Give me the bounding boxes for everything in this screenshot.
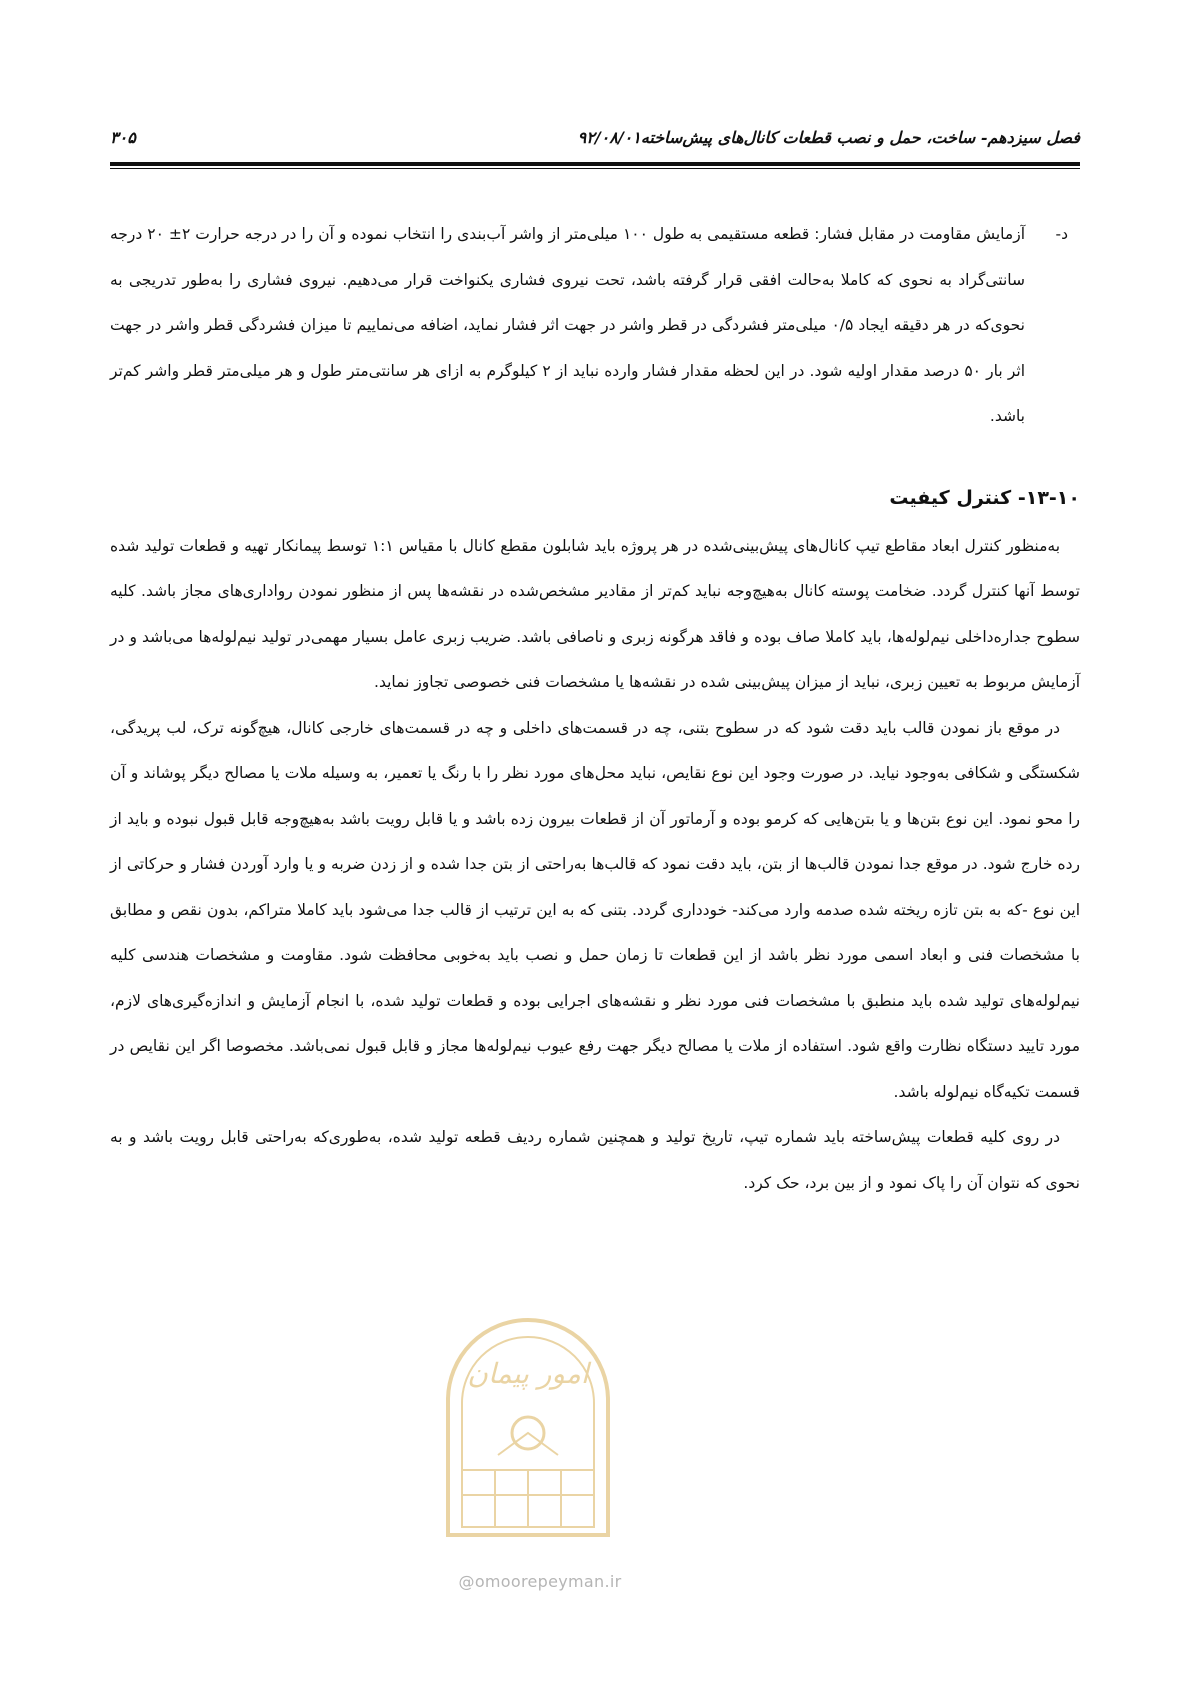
list-item-marker: د- xyxy=(1055,225,1068,243)
list-item-text: آزمایش مقاومت در مقابل فشار: قطعه مستقیمی به طول ۱۰۰ میلی‌متر از واشر آب‌بندی را انتخاب نموده و آن را در درجه حرارت ۲± ۲۰ درجه سانتی‌گراد به نحوی که کاملا به‌حالت افقی قرار گرفته باشد، تحت نیروی فشاری یکنواخت قرار می‌دهیم. نیروی فشاری را به‌طور تدریجی به نحوی‌که در هر دقیقه ایجاد ۰/۵ میلی‌متر فشردگی در قطر واشر در جهت اثر فشار نماید، اضافه می‌نماییم تا میزان فشردگی قطر واشر در جهت اثر بار ۵۰ درصد مقدار اولیه شود. در این لحظه مقدار فشار وارده نباید از ۲ کیلوگرم به ازای هر سانتی‌متر طول و هر میلی‌متر قطر واشر کم‌تر باشد. xyxy=(110,225,1026,425)
section-heading: ۱۳-۱۰- کنترل کیفیت xyxy=(889,486,1080,509)
header-rule-thin xyxy=(110,168,1080,169)
page-header xyxy=(110,128,1080,158)
watermark-logo xyxy=(428,1305,628,1545)
list-item-d xyxy=(110,212,1080,440)
chapter-title: فصل سیزدهم- ساخت، حمل و نصب قطعات کانال‌های پیش‌ساخته۹۲/۰۸/۰۱ xyxy=(577,128,1080,147)
paragraph-2: در موقع باز نمودن قالب باید دقت شود که در سطوح بتنی، چه در قسمت‌های داخلی و چه در قسمت‌های خارجی کانال، هیچ‌گونه ترک، لب پریدگی، شکستگی و شکافی به‌وجود نیاید. در صورت وجود این نوع نقایص، نباید محل‌های مورد نظر را با رنگ یا تعمیر، به وسیله ملات یا مصالح دیگر پوشاند و آن را محو نمود. این نوع بتن‌ها و یا بتن‌هایی که کرمو بوده و آرماتور آن از قطعات بیرون زده باشد و یا قابل رویت باشد به‌هیچ‌وجه قابل قبول نبوده و باید از رده خارج شود. در موقع جدا نمودن قالب‌ها از بتن، باید دقت نمود که قالب‌ها به‌راحتی از بتن جدا شده و از زدن ضربه و یا وارد آوردن فشار و حرکاتی از این نوع -که به بتن تازه ریخته شده صدمه وارد می‌کند- خودداری گردد. بتنی که به این ترتیب از قالب جدا می‌شود باید کاملا متراکم، بدون نقص و مطابق با مشخصات فنی و ابعاد اسمی مورد نظر باشد از این قطعات تا زمان حمل و نصب باید به‌خوبی محافظت شود. مقاومت و مشخصات هندسی کلیه نیم‌لوله‌های تولید شده باید منطبق با مشخصات فنی مورد نظر و نقشه‌های اجرایی بوده و قطعات تولید شده، با انجام آزمایش و اندازه‌گیری‌های لازم، مورد تایید دستگاه نظارت واقع شود. استفاده از ملات یا مصالح دیگر جهت رفع عیوب نیم‌لوله‌ها مجاز و قابل قبول نمی‌باشد. مخصوصا اگر این نقایص در قسمت تکیه‌گاه نیم‌لوله باشد. xyxy=(110,718,1080,1101)
watermark-logo-text: امور پیمان xyxy=(467,1357,589,1390)
header-rule-thick xyxy=(110,162,1080,166)
page-content xyxy=(110,212,1080,1206)
paragraph-3: در روی کلیه قطعات پیش‌ساخته باید شماره تیپ، تاریخ تولید و همچنین شماره ردیف قطعه تولید شده، به‌طوری‌که به‌راحتی قابل رویت باشد و به نحوی که نتوان آن را پاک نمود و از بین برد، حک کرد. xyxy=(110,1128,1080,1192)
page-number: ۳۰۵ xyxy=(110,128,136,147)
paragraph-1: به‌منظور کنترل ابعاد مقاطع تیپ کانال‌های پیش‌بینی‌شده در هر پروژه باید شابلون مقطع کانال با مقیاس ۱:۱ توسط پیمانکار تهیه و قطعات تولید شده توسط آنها کنترل گردد. ضخامت پوسته کانال به‌هیچ‌وجه نباید کم‌تر از مقادیر مشخص‌شده در نقشه‌ها پس از منظور نمودن رواداری‌های مجاز باشد. کلیه سطوح جداره‌داخلی نیم‌لوله‌ها، باید کاملا صاف بوده و فاقد هرگونه زبری و ناصافی باشد. ضریب زبری عامل بسیار مهمی‌در تولید نیم‌لوله‌ها می‌باشد و در آزمایش مربوط به تعیین زبری، نباید از میزان پیش‌بینی شده در نقشه‌ها یا مشخصات فنی خصوصی تجاوز نماید. xyxy=(110,536,1080,691)
watermark-url: @omoorepeyman.ir xyxy=(458,1572,622,1591)
